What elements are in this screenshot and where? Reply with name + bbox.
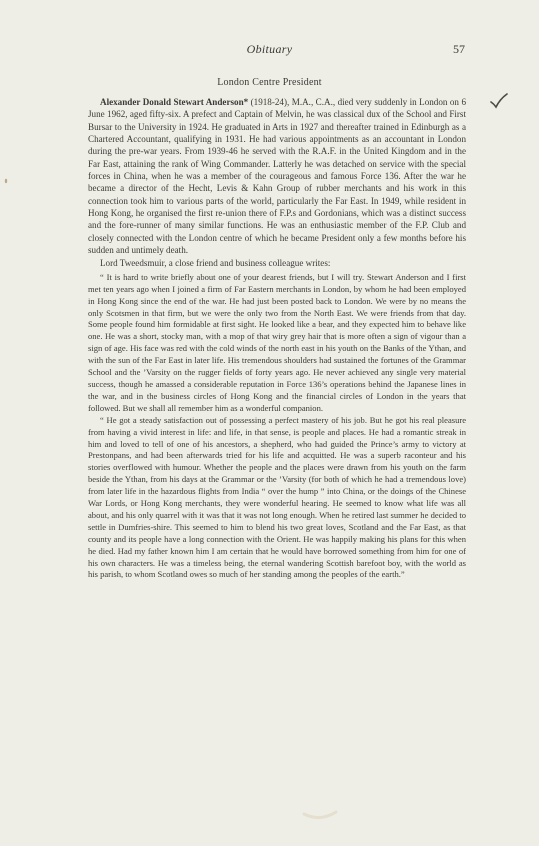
tribute-paragraph-2: “ He got a steady satisfaction out of possessing a perfect mastery of his job. But he got his real pleasure from having a vivid interest in life: and life, in that sense, is people and places. He had a romantic streak in him and loved to tell of one of his ancestors, a shepherd, who had guided the Prince’s army to victory at Prestonpans, and had been afterwards tried for his life and acquitted. He was a superb raconteur and his stories overflowed with humour. Whether the people and the places were drawn from his youth on the farm beside the Ythan, from his days at the Grammar or the ’Varsity (for both of which he had a tremendous love) from later life in the hazardous flights from India “ over the hump ” into China, or the doings of the Chinese War Lords, or Hong Kong merchants, they were wonderful hearing. He seemed to know what life was all about, and his only quarrel with it was that it was not long enough. When he retired last summer he decided to settle in Dumfries-shire. This seemed to him to blend his two great loves, Scotland and the Far East, as that county and its people have a long connection with the Orient. He was happily making his plans for this when he died. Had my father known him I am certain that he would have borrowed something from him for one of his own characters. He was a timeless being, the eternal wandering Scottish barefoot boy, with the world as his parish, to whom Scotland owes so much of her standing among the peoples of the earth.” bbox=[88, 414, 466, 580]
page-number: 57 bbox=[453, 42, 465, 56]
running-title: Obituary bbox=[246, 42, 293, 56]
intro-line: Lord Tweedsmuir, a close friend and business colleague writes: bbox=[100, 258, 331, 269]
article-body bbox=[88, 96, 466, 581]
paper-stain bbox=[300, 806, 340, 824]
lead-text: (1918-24), M.A., C.A., died very suddenly in London on 6 June 1962, aged fifty-six. A prefect and Captain of Melvin, he was classical dux of the School and First Bursar to the University in 1924. He graduated in Arts in 1927 and thereafter trained in Edinburgh as a Chartered Accountant, qualifying in 1931. He had various appointments as an accountant in London during the pre-war years. From 1939-46 he served with the R.A.F. in the United Kingdom and in the Far East, attaining the rank of Wing Commander. Latterly he was detached on service with the special forces in China, when he was a member of the courageous and famous Force 136. After the war he became a director of the Hecht, Levis & Kahn Group of rubber merchants and his work in this connection took him to various parts of the world, particularly the Far East. In 1949, while resident in Hong Kong, he organised the first re-union there of F.P.s and Gordonians, which was a distinct success and the fore-runner of many similar functions. He was an enthusiastic member of the F.P. Club and closely connected with the London centre of which he became President only a few months before his sudden and untimely death. bbox=[88, 97, 466, 256]
subject-name: Alexander Donald Stewart Anderson* bbox=[100, 97, 249, 107]
checkmark-icon bbox=[490, 93, 508, 109]
lead-paragraph bbox=[88, 96, 466, 256]
margin-mark bbox=[4, 178, 8, 184]
running-head bbox=[0, 42, 539, 58]
section-heading: London Centre President bbox=[217, 77, 322, 88]
tribute-paragraph-1: “ It is hard to write briefly about one of your dearest friends, but I will try. Stewart Anderson and I first met ten years ago when I joined a firm of Far Eastern merchants in London, by whom he had been employed in Hong Kong since the end of the war. He had just been posted back to London. We were by no means the only Scotsmen in that firm, but we were the only two from the North East. We were friends from that day. Some people found him formidable at first sight. He looked like a bear, and they expected him to behave like one. He was a short, stocky man, with a mop of that wiry grey hair that is more often a sign of vigour than a sign of age. His face was red with the cold winds of the north east in his youth on the Banks of the Ythan, and with the sun of the Far East in later life. His tremendous shoulders had sustained the fortunes of the Grammar School and the ’Varsity on the rugger fields of forty years ago. He never achieved any single very material success, though he amassed a considerable reputation in Force 136’s operations behind the Japanese lines in the war, and in the business circles of Hong Kong and the financial circles of London in the years that followed. But we shall all remember him as a wonderful companion. bbox=[88, 271, 466, 413]
